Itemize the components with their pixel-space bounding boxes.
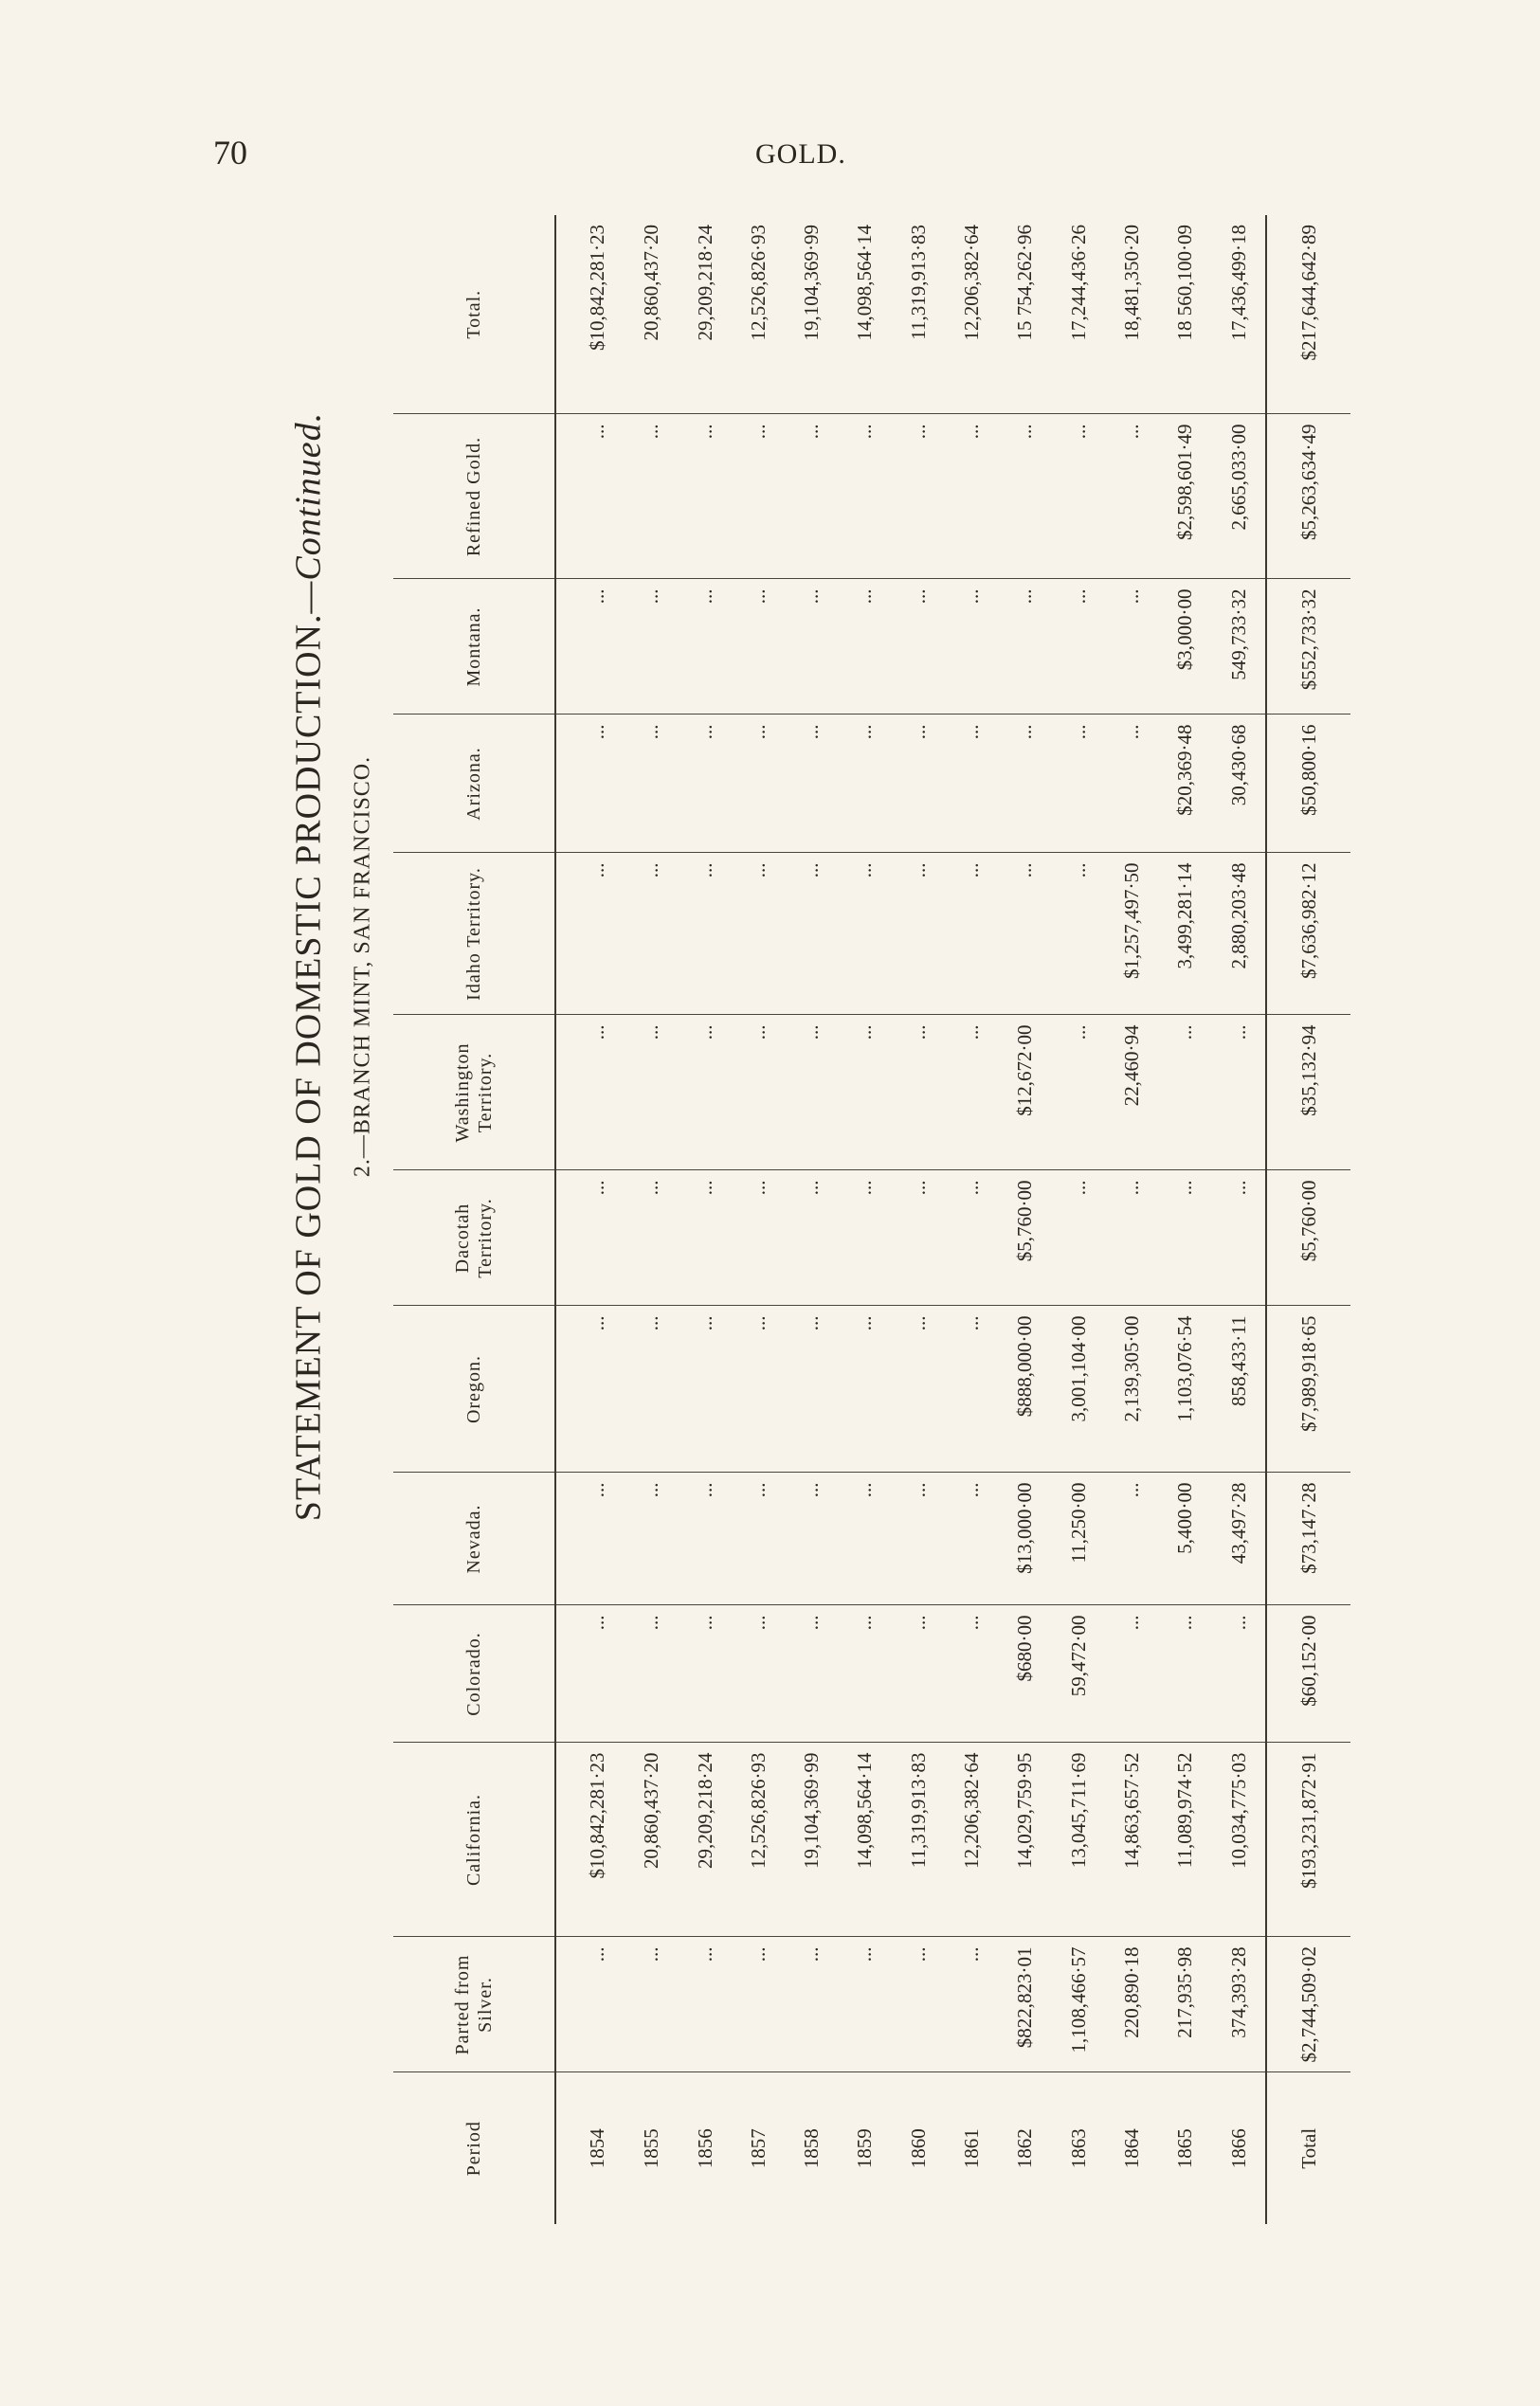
column-header: Refined Gold. [393,414,555,579]
total-cell: $60,152·00 [1266,1605,1350,1743]
value-cell: $680·00 [999,1605,1052,1743]
value-cell: ... [679,1306,732,1473]
value-cell: 1,103,076·54 [1159,1306,1212,1473]
value-cell: ... [1105,715,1158,853]
value-cell: ... [785,1937,838,2072]
total-cell: $7,636,982·12 [1266,853,1350,1015]
value-cell: ... [839,579,892,715]
value-cell: 20,860,437·20 [640,225,663,341]
year-cell: 1858 [785,2072,838,2224]
value-cell: ... [555,715,625,853]
value-cell: ... [1105,1170,1158,1306]
column-header: Period [393,2072,555,2224]
total-cell: $193,231,872·91 [1266,1743,1350,1937]
value-cell: 3,001,104·00 [1052,1306,1105,1473]
value-cell: ... [1105,579,1158,715]
value-cell: 374,393·28 [1212,1937,1266,2072]
value-cell: ... [839,1605,892,1743]
value-cell: ... [1159,1170,1212,1306]
value-cell: 13,045,711·69 [1052,1743,1105,1937]
value-cell: ... [839,1170,892,1306]
value-cell: ... [1052,853,1105,1015]
value-cell: 12,526,826·93 [746,225,770,341]
value-cell: ... [1212,1170,1266,1306]
value-cell: $10,842,281·23 [585,225,608,351]
value-cell: 17,244,436·26 [1066,225,1090,341]
table-row [732,215,785,2224]
column-header: Total. [393,215,555,414]
value-cell: ... [555,1473,625,1605]
value-cell: ... [732,1605,785,1743]
value-cell: 11,250·00 [1052,1473,1105,1605]
value-cell: 11,319,913·83 [906,225,930,340]
value-cell: 217,935·98 [1159,1937,1212,2072]
value-cell: ... [785,1605,838,1743]
value-cell: ... [945,579,998,715]
value-cell: 12,526,826·93 [732,1743,785,1937]
value-cell: ... [625,853,679,1015]
value-cell: ... [625,414,679,579]
value-cell: ... [945,715,998,853]
value-cell: ... [555,1015,625,1170]
table-title [288,208,330,1725]
value-cell: 549,733·32 [1212,579,1266,715]
year-cell: 1862 [999,2072,1052,2224]
value-cell: 43,497·28 [1212,1473,1266,1605]
value-cell: ... [679,853,732,1015]
column-header: Washington Territory. [393,1015,555,1170]
column-header: Parted from Silver. [393,1937,555,2072]
table-caption [284,208,379,1725]
table-row [625,215,679,2224]
value-cell: ... [1052,1015,1105,1170]
value-cell: ... [892,1306,945,1473]
value-cell: ... [679,1937,732,2072]
column-header: Colorado. [393,1605,555,1743]
value-cell: 19,104,369·99 [785,1743,838,1937]
value-cell: $5,760·00 [999,1170,1052,1306]
value-cell: 15 754,262·96 [1013,225,1037,341]
value-cell: 2,139,305·00 [1105,1306,1158,1473]
value-cell: 18,481,350·20 [1120,225,1144,341]
value-cell: ... [679,1605,732,1743]
value-cell: 220,890·18 [1105,1937,1158,2072]
value-cell: ... [679,1170,732,1306]
column-header: California. [393,1743,555,1937]
value-cell: 14,029,759·95 [999,1743,1052,1937]
table-row [555,215,625,2224]
table-title-text: STATEMENT OF GOLD OF DOMESTIC PRODUCTION. [288,613,329,1522]
year-cell: 1866 [1212,2072,1266,2224]
gold-production-table [393,215,1350,2224]
value-cell: ... [1159,1015,1212,1170]
value-cell: 858,433·11 [1212,1306,1266,1473]
value-cell: ... [732,1170,785,1306]
value-cell: ... [732,1937,785,2072]
value-cell: ... [839,1306,892,1473]
running-head: GOLD. [755,138,846,170]
value-cell: ... [892,1170,945,1306]
value-cell: ... [1052,414,1105,579]
value-cell: ... [555,853,625,1015]
column-header: Arizona. [393,715,555,853]
year-cell: 1859 [839,2072,892,2224]
value-cell: ... [732,1306,785,1473]
table-row [1105,215,1158,2224]
value-cell: ... [839,715,892,853]
value-cell: ... [625,1170,679,1306]
value-cell: ... [839,853,892,1015]
total-cell: $217,644,642·89 [1266,215,1350,414]
value-cell: ... [625,1473,679,1605]
value-cell: ... [999,853,1052,1015]
total-cell: $50,800·16 [1266,715,1350,853]
value-cell: 18 560,100·09 [1173,225,1197,341]
value-cell: 10,034,775·03 [1212,1743,1266,1937]
year-cell: 1857 [732,2072,785,2224]
value-cell: ... [785,1306,838,1473]
value-cell: ... [1105,1605,1158,1743]
value-cell: 22,460·94 [1105,1015,1158,1170]
column-header: Dacotah Territory. [393,1170,555,1306]
value-cell: $12,672·00 [999,1015,1052,1170]
value-cell: $20,369·48 [1159,715,1212,853]
value-cell: ... [785,715,838,853]
total-cell: $73,147·28 [1266,1473,1350,1605]
year-cell: 1860 [892,2072,945,2224]
value-cell: 14,863,657·52 [1105,1743,1158,1937]
value-cell: 14,098,564·14 [839,1743,892,1937]
value-cell: ... [892,853,945,1015]
value-cell: 29,209,218·24 [693,225,716,341]
value-cell: ... [785,1015,838,1170]
value-cell: ... [732,1015,785,1170]
value-cell: 14,098,564·14 [853,225,877,341]
value-cell: ... [945,1473,998,1605]
value-cell: ... [945,1937,998,2072]
table-row [1212,215,1266,2224]
value-cell: 59,472·00 [1052,1605,1105,1743]
value-cell: $13,000·00 [999,1473,1052,1605]
value-cell: 12,206,382·64 [945,1743,998,1937]
rotated-table [393,215,1350,2224]
value-cell: ... [625,1306,679,1473]
value-cell: ... [892,1937,945,2072]
value-cell: ... [945,1015,998,1170]
value-cell: ... [1052,1170,1105,1306]
total-label: Total [1266,2072,1350,2224]
value-cell: ... [785,1473,838,1605]
value-cell: 20,860,437·20 [625,1743,679,1937]
value-cell: $1,257,497·50 [1105,853,1158,1015]
value-cell: ... [945,1170,998,1306]
total-row [1266,215,1350,2224]
header-row [393,215,555,2224]
value-cell: 29,209,218·24 [679,1743,732,1937]
value-cell: ... [732,414,785,579]
year-cell: 1864 [1105,2072,1158,2224]
year-cell: 1865 [1159,2072,1212,2224]
value-cell: 30,430·68 [1212,715,1266,853]
year-cell: 1855 [625,2072,679,2224]
value-cell: 3,499,281·14 [1159,853,1212,1015]
table-frame [393,215,1350,2224]
value-cell: ... [999,715,1052,853]
value-cell: ... [785,579,838,715]
value-cell: 19,104,369·99 [800,225,824,341]
value-cell: ... [732,1473,785,1605]
value-cell: ... [625,1937,679,2072]
year-cell: 1854 [555,2072,625,2224]
column-header: Idaho Territory. [393,853,555,1015]
value-cell: ... [785,414,838,579]
table-title-continued: —Continued. [288,411,329,614]
value-cell: ... [839,414,892,579]
value-cell: ... [892,579,945,715]
value-cell: ... [945,414,998,579]
value-cell: ... [679,579,732,715]
value-cell: ... [1052,715,1105,853]
value-cell: $822,823·01 [999,1937,1052,2072]
year-cell: 1856 [679,2072,732,2224]
table-row [999,215,1052,2224]
table-row [785,215,838,2224]
value-cell: 11,089,974·52 [1159,1743,1212,1937]
column-header: Nevada. [393,1473,555,1605]
total-cell: $5,760·00 [1266,1170,1350,1306]
value-cell: 11,319,913·83 [892,1743,945,1937]
value-cell: $888,000·00 [999,1306,1052,1473]
value-cell: ... [625,1605,679,1743]
table-row [679,215,732,2224]
value-cell: ... [679,715,732,853]
value-cell: ... [555,579,625,715]
value-cell: 12,206,382·64 [960,225,984,341]
value-cell: ... [785,1170,838,1306]
page-number: 70 [213,134,247,172]
value-cell: 17,436,499·18 [1226,225,1250,341]
value-cell: ... [625,715,679,853]
table-row [1052,215,1105,2224]
value-cell: 5,400·00 [1159,1473,1212,1605]
value-cell: ... [732,853,785,1015]
value-cell: ... [679,1473,732,1605]
value-cell: $3,000·00 [1159,579,1212,715]
year-cell: 1861 [945,2072,998,2224]
value-cell: ... [679,1015,732,1170]
column-header: Oregon. [393,1306,555,1473]
value-cell: ... [555,1937,625,2072]
value-cell: ... [892,1015,945,1170]
value-cell: ... [892,1473,945,1605]
year-cell: 1863 [1052,2072,1105,2224]
table-body [555,215,1350,2224]
total-cell: $5,263,634·49 [1266,414,1350,579]
table-subtitle: 2.—BRANCH MINT, SAN FRANCISCO. [350,755,375,1178]
total-cell: $35,132·94 [1266,1015,1350,1170]
total-cell: $2,744,509·02 [1266,1937,1350,2072]
value-cell: ... [1212,1015,1266,1170]
value-cell: 2,880,203·48 [1212,853,1266,1015]
value-cell: ... [945,853,998,1015]
value-cell: 1,108,466·57 [1052,1937,1105,2072]
value-cell: ... [1105,414,1158,579]
total-cell: $7,989,918·65 [1266,1306,1350,1473]
value-cell: ... [839,1015,892,1170]
value-cell: $2,598,601·49 [1159,414,1212,579]
value-cell: ... [999,414,1052,579]
value-cell: ... [1159,1605,1212,1743]
value-cell: ... [892,715,945,853]
column-header: Montana. [393,579,555,715]
value-cell: ... [892,1605,945,1743]
value-cell: ... [555,1605,625,1743]
value-cell: ... [945,1306,998,1473]
value-cell: ... [999,579,1052,715]
value-cell: ... [555,1306,625,1473]
value-cell: 2,665,033·00 [1212,414,1266,579]
value-cell: ... [839,1473,892,1605]
value-cell: ... [732,579,785,715]
value-cell: ... [555,414,625,579]
value-cell: ... [555,1170,625,1306]
table-row [892,215,945,2224]
value-cell: ... [625,1015,679,1170]
value-cell: ... [785,853,838,1015]
table-row [945,215,998,2224]
table-row [1159,215,1212,2224]
value-cell: ... [679,414,732,579]
value-cell: ... [1212,1605,1266,1743]
value-cell: $10,842,281·23 [555,1743,625,1937]
table-row [839,215,892,2224]
value-cell: ... [1052,579,1105,715]
value-cell: ... [945,1605,998,1743]
value-cell: ... [625,579,679,715]
value-cell: ... [732,715,785,853]
value-cell: ... [892,414,945,579]
value-cell: ... [839,1937,892,2072]
total-cell: $552,733·32 [1266,579,1350,715]
value-cell: ... [1105,1473,1158,1605]
